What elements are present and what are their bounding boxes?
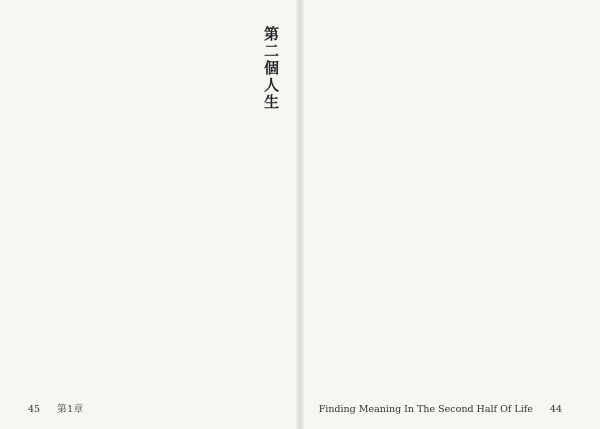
right-running-title: Finding Meaning In The Second Half Of Life — [318, 404, 533, 415]
section-title: 第二個人生 — [262, 26, 280, 111]
right-page-text — [314, 26, 576, 384]
left-chapter-label: 第1章 — [57, 404, 84, 415]
left-page-number: 45 — [28, 404, 41, 415]
left-page-text — [30, 26, 288, 384]
right-footer — [319, 404, 576, 415]
right-page-number: 44 — [549, 404, 562, 415]
left-footer — [28, 401, 98, 415]
right-page — [300, 0, 600, 429]
